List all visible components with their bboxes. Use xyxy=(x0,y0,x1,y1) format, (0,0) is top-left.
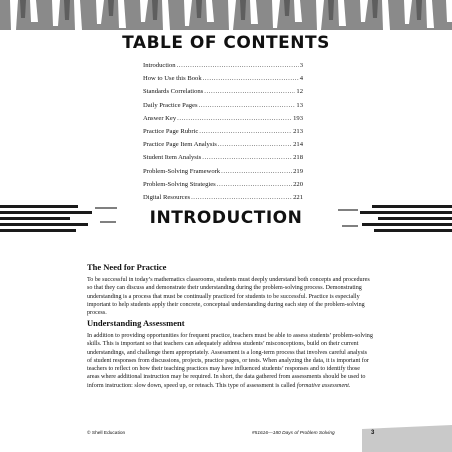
toc-entry-leader xyxy=(199,125,292,138)
toc-entry xyxy=(143,125,303,138)
toc-entry-leader xyxy=(203,72,299,85)
toc-entry-leader xyxy=(221,165,292,178)
need-for-practice-paragraph: To be successful in today’s mathematics classrooms, students must deeply understand both concepts and procedures so that they can discuss and demonstrate their understanding during the problem-solving process. Demonstrating understanding is a process that must be continually practiced for students to be successful. Practice is especially important to help students apply their concrete, conceptual understanding during each step of the problem-solving process. xyxy=(87,277,370,317)
toc-title: TABLE OF CONTENTS xyxy=(122,33,330,53)
toc-entry-page: 214 xyxy=(293,141,303,149)
top-decorative-banner xyxy=(0,0,452,30)
toc-entry xyxy=(143,138,303,151)
toc-list xyxy=(143,59,303,204)
page-number: 3 xyxy=(371,430,375,436)
toc-entry-leader xyxy=(204,85,295,98)
toc-entry-page: 218 xyxy=(293,154,303,162)
toc-entry-label: Digital Resources xyxy=(143,194,191,202)
assessment-text: In addition to providing opportunities for frequent practice, teachers must be able to assess students’ problem-solving skills. This is important so that teachers can adequately address students’ misconceptions, build on their current understandings, and challenge them appropriately. Assessment is a long-term process that involves careful analysis of student responses from discussions, projects, practice pages, or tests. When analyzing the data, it is important for teachers to reflect on how their teaching practices may have influenced students’ responses and to identify those areas where additional instruction may be required. In short, the data gathered from assessments should be used to inform instruction: slow down, speed up, or reteach. This type of assessment is called xyxy=(87,333,373,389)
toc-entry-page: 193 xyxy=(293,114,303,122)
toc-entry-leader xyxy=(177,59,299,72)
toc-entry-label: Practice Page Item Analysis xyxy=(143,141,217,149)
formative-assessment-term: formative assessment xyxy=(296,382,349,389)
toc-entry-page: 221 xyxy=(293,194,303,202)
toc-entry-label: Standards Correlations xyxy=(143,88,204,96)
toc-entry-leader xyxy=(177,112,292,125)
toc-entry-page: 213 xyxy=(293,128,303,136)
toc-entry xyxy=(143,59,303,72)
toc-entry-label: Practice Page Rubric xyxy=(143,128,199,136)
toc-entry xyxy=(143,178,303,191)
footer-book-title: #51616—180 Days of Problem Solving xyxy=(252,431,335,436)
toc-entry-page: 4 xyxy=(299,75,303,83)
footer-page-tab xyxy=(362,425,452,452)
banner-stripes xyxy=(0,0,452,30)
understanding-assessment-heading: Understanding Assessment xyxy=(87,318,185,328)
toc-entry-leader xyxy=(202,151,292,164)
toc-entry-label: Student Item Analysis xyxy=(143,154,202,162)
need-for-practice-heading: The Need for Practice xyxy=(87,262,167,272)
toc-entry xyxy=(143,151,303,164)
toc-entry-label: Answer Key xyxy=(143,114,177,122)
toc-entry-label: Daily Practice Pages xyxy=(143,101,198,109)
toc-entry-label: How to Use this Book xyxy=(143,75,202,83)
toc-entry-leader xyxy=(218,138,292,151)
toc-entry-label: Problem-Solving Framework xyxy=(143,167,221,175)
toc-entry-page: 219 xyxy=(293,167,303,175)
footer-publisher: © Shell Education xyxy=(87,431,126,436)
toc-entry-page: 3 xyxy=(299,62,303,69)
toc-entry-label: Introduction xyxy=(143,62,176,69)
assessment-text-end: . xyxy=(348,382,351,389)
toc-entry-page: 13 xyxy=(296,101,303,109)
toc-entry xyxy=(143,165,303,178)
toc-entry-page: 220 xyxy=(293,180,303,188)
toc-entry-leader xyxy=(217,178,292,191)
toc-entry xyxy=(143,85,303,98)
toc-entry xyxy=(143,72,303,85)
toc-entry xyxy=(143,99,303,112)
toc-entry-leader xyxy=(199,99,296,112)
toc-entry xyxy=(143,112,303,125)
toc-entry-page: 12 xyxy=(296,88,303,96)
understanding-assessment-paragraph xyxy=(87,332,373,390)
introduction-title: INTRODUCTION xyxy=(149,208,303,228)
toc-entry-label: Problem-Solving Strategies xyxy=(143,180,216,188)
